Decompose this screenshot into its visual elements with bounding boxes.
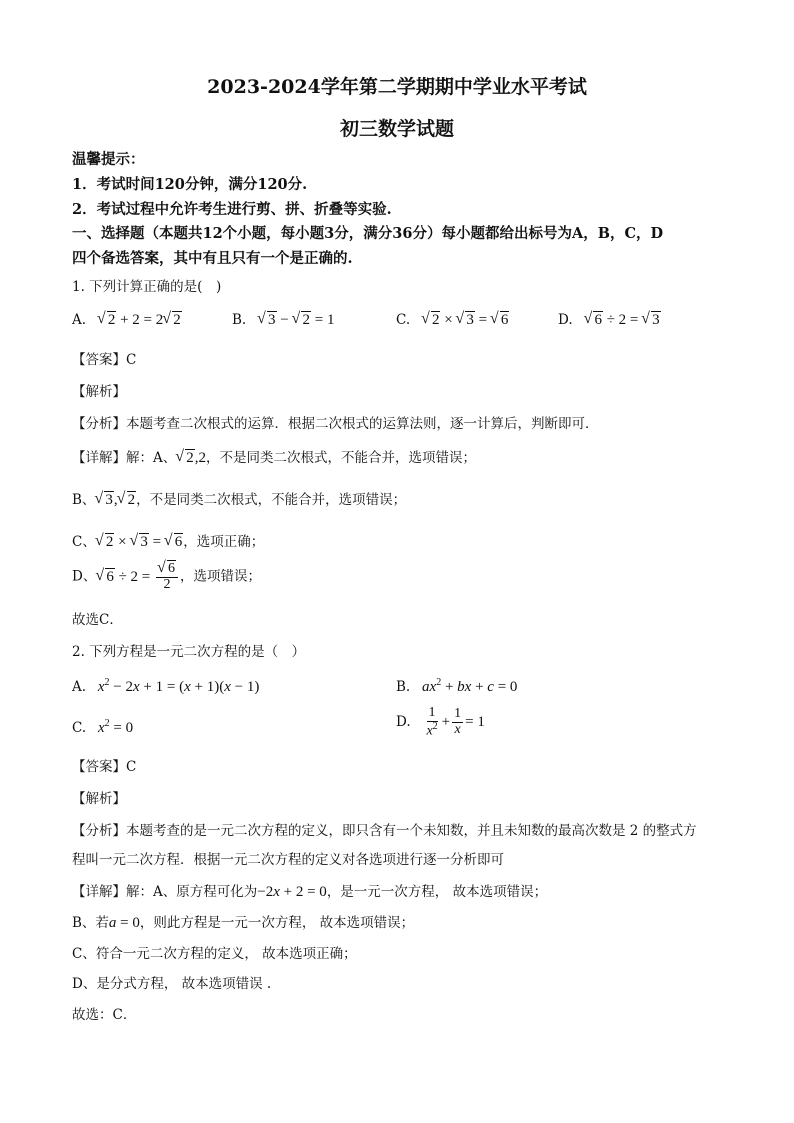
question-1-option-a <box>72 312 182 329</box>
question-2-answer: 【答案】C <box>72 759 137 775</box>
question-2-detail-b <box>72 911 414 932</box>
option-c-label: C. <box>396 312 411 328</box>
question-2-fenxi-line-1: 【分析】本题考查的是一元二次方程的定义，即只含有一个未知数，并且未知数的最高次数是 2 的整式方 <box>72 823 697 839</box>
question-1-detail-d <box>72 562 261 592</box>
question-1-option-b <box>232 312 334 329</box>
tip-item-2: 2．考试过程中允许考生进行剪、拼、折叠等实验. <box>72 201 392 218</box>
question-2-option-a <box>72 677 259 696</box>
detail-b-formula: a = 0 <box>108 915 140 931</box>
detail-a-formula: −2x + 2 = 0 <box>257 884 327 900</box>
question-2-option-b <box>396 677 517 696</box>
question-1-detail-b <box>72 488 406 509</box>
option-c-formula: √ 2 × √ 3 = √ 6 <box>414 312 509 328</box>
option-a-formula: $x^2 - 2x + 1 = (x + 1)(x - 1)$ <box>97 677 260 695</box>
question-2-option-d <box>396 706 485 739</box>
detail-a-prefix: 【详解】解：A、原方程可化为 <box>72 884 258 900</box>
detail-d-prefix: D、 <box>72 568 97 585</box>
tip-item-1: 1．考试时间120分钟，满分120分. <box>72 176 308 193</box>
detail-c-prefix: C、 <box>72 534 96 550</box>
option-b-label: B. <box>232 312 247 328</box>
detail-d-formula: √ 6 ÷ 2 = √ $\frac{6}{2}$ <box>96 569 180 585</box>
question-1-answer: 【答案】C <box>72 352 137 368</box>
detail-b-suffix: ，不是同类二次根式，不能合并，选项错误； <box>136 492 407 508</box>
section-instructions-line-1: 一、选择题（本题共12个小题，每小题3分，满分36分）每小题都给出标号为A，B，C，D <box>72 225 664 242</box>
option-a-formula: √ 2 + 2 = 2√ 2 <box>90 312 181 328</box>
question-1-option-c <box>396 312 509 329</box>
option-d-label: D. <box>396 713 411 730</box>
option-a-label: A. <box>72 679 87 695</box>
question-1-stem: 1. 下列计算正确的是( ) <box>72 279 222 295</box>
detail-b-suffix: ，则此方程是一元一次方程， 故本选项错误； <box>139 915 415 931</box>
section-instructions-line-2: 四个备选答案，其中有且只有一个是正确的. <box>72 250 353 267</box>
question-2-analysis-label: 【解析】 <box>72 791 126 807</box>
question-2-detail-d: D、是分式方程， 故本选项错误 . <box>72 976 272 992</box>
option-c-label: C. <box>72 720 87 736</box>
detail-c-formula: √ 2 × √ 3 = √ 6 <box>96 534 183 550</box>
detail-a-suffix: ，不是同类二次根式，不能合并，选项错误； <box>206 450 476 466</box>
option-c-formula: $x^2 = 0$ <box>97 718 134 736</box>
option-b-formula: √ 3 − √ 2 = 1 <box>251 312 335 328</box>
question-2-detail-a <box>72 880 547 901</box>
question-2-fenxi-line-2: 程叫一元二次方程．根据一元二次方程的定义对各选项进行逐一分析即可 <box>72 852 504 868</box>
detail-d-suffix: ，选项错误； <box>180 568 262 585</box>
question-2-detail-c: C、符合一元二次方程的定义， 故本选项正确； <box>72 946 357 962</box>
detail-a-prefix: 【详解】解：A、 <box>72 450 177 466</box>
question-1-conclusion: 故选C． <box>72 612 123 628</box>
detail-b-prefix: B、若 <box>72 915 109 931</box>
option-b-label: B. <box>396 679 411 695</box>
option-d-label: D. <box>558 312 573 328</box>
question-1-option-d <box>558 312 661 329</box>
exam-subtitle: 初三数学试题 <box>339 118 454 140</box>
detail-a-suffix: ，是一元一次方程， 故本选项错误； <box>326 884 548 900</box>
detail-a-formula: √ 2,2 <box>176 450 206 466</box>
option-b-formula: $ax^2$ + bx + c = 0 <box>422 677 518 695</box>
question-1-detail-c <box>72 530 264 551</box>
tips-heading: 温馨提示： <box>72 151 145 168</box>
option-d-formula: √ 6 ÷ 2 = √ 3 <box>577 312 661 328</box>
exam-title: 2023-2024学年第二学期期中学业水平考试 <box>207 76 587 98</box>
question-2-stem: 2. 下列方程是一元二次方程的是（ ） <box>72 644 306 660</box>
question-2-option-c <box>72 718 133 737</box>
option-a-label: A. <box>72 312 87 328</box>
option-d-formula: $\frac{1}{x^2}$ + $\frac{1}{x}$ = 1 <box>426 705 485 739</box>
question-1-fenxi: 【分析】本题考查二次根式的运算．根据二次根式的运算法则，逐一计算后，判断即可． <box>72 416 599 432</box>
detail-c-suffix: ，选项正确； <box>183 534 265 550</box>
detail-b-formula: √ 3,√ 2 <box>95 492 136 508</box>
question-1-detail-a <box>72 446 476 467</box>
question-2-conclusion: 故选：C． <box>72 1007 137 1023</box>
detail-b-prefix: B、 <box>72 492 96 508</box>
question-1-analysis-label: 【解析】 <box>72 384 126 400</box>
